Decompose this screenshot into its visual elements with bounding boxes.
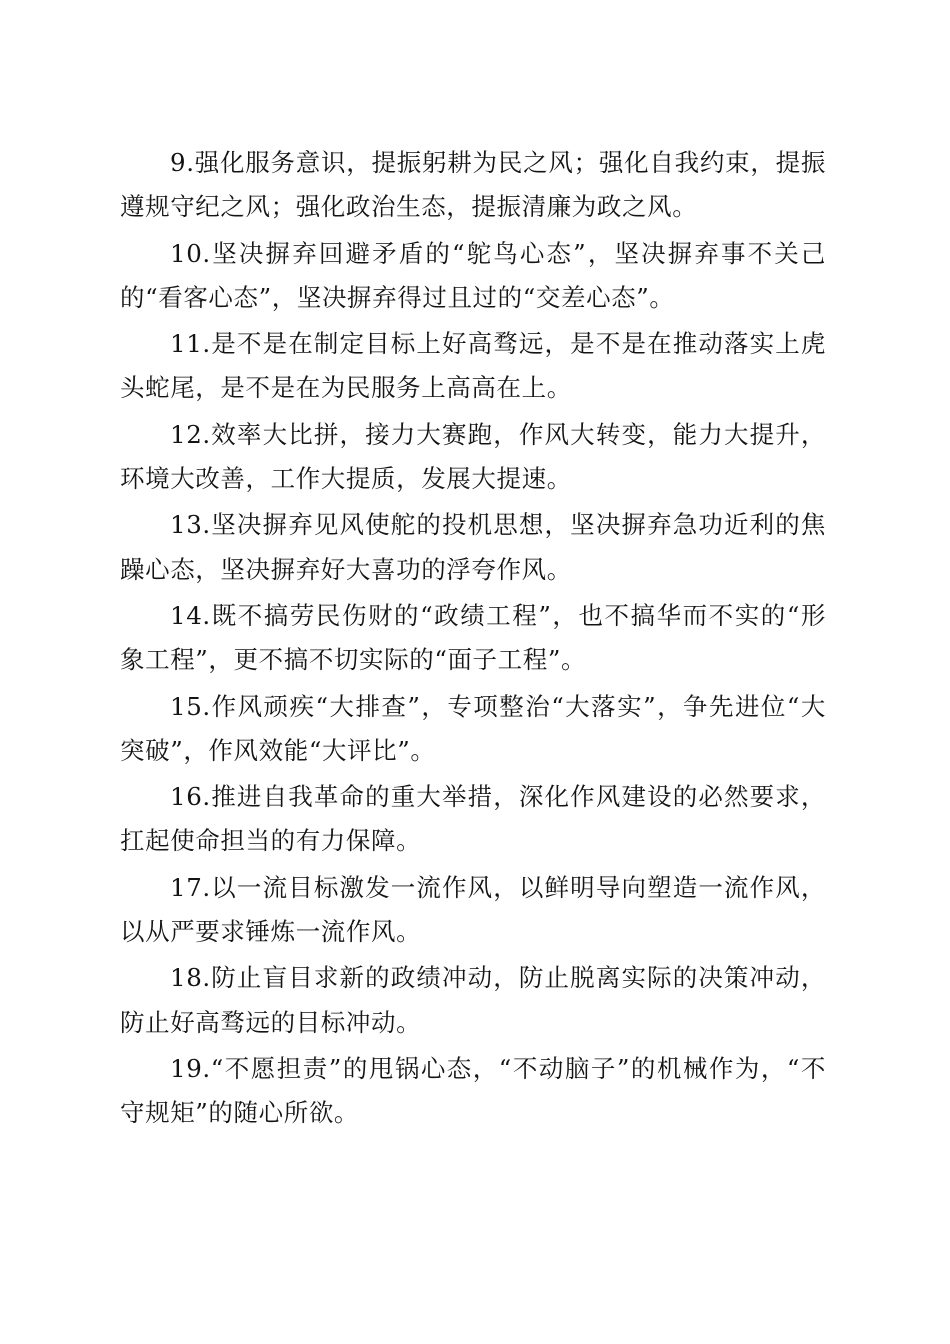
paragraph-item: 9.强化服务意识，提振躬耕为民之风；强化自我约束，提振遵规守纪之风；强化政治生态，提振清廉为政之风。 [120,148,826,222]
paragraph-item: 19.“不愿担责”的甩锅心态，“不动脑子”的机械作为，“不守规矩”的随心所欲。 [120,1053,826,1128]
paragraph-item: 13.坚决摒弃见风使舵的投机思想，坚决摒弃急功近利的焦躁心态，坚决摒弃好大喜功的浮夸作风。 [120,510,826,584]
document-body [120,141,826,1138]
paragraph-item: 18.防止盲目求新的政绩冲动，防止脱离实际的决策冲动，防止好高骛远的目标冲动。 [120,963,826,1037]
paragraph-item: 16.推进自我革命的重大举措，深化作风建设的必然要求，扛起使命担当的有力保障。 [120,782,826,856]
paragraph-item: 15.作风顽疾“大排查”，专项整治“大落实”，争先进位“大突破”，作风效能“大评比”。 [120,691,826,765]
paragraph-item: 10.坚决摒弃回避矛盾的“鸵鸟心态”，坚决摒弃事不关己的“看客心态”，坚决摒弃得过且过的“交差心态”。 [120,238,826,312]
paragraph-item: 12.效率大比拼，接力大赛跑，作风大转变，能力大提升，环境大改善，工作大提质，发展大提速。 [120,419,826,494]
paragraph-item: 14.既不搞劳民伤财的“政绩工程”，也不搞华而不实的“形象工程”，更不搞不切实际的“面子工程”。 [120,600,826,675]
paragraph-item: 17.以一流目标激发一流作风，以鲜明导向塑造一流作风，以从严要求锤炼一流作风。 [120,872,826,947]
paragraph-item: 11.是不是在制定目标上好高骛远，是不是在推动落实上虎头蛇尾，是不是在为民服务上高高在上。 [120,329,826,403]
